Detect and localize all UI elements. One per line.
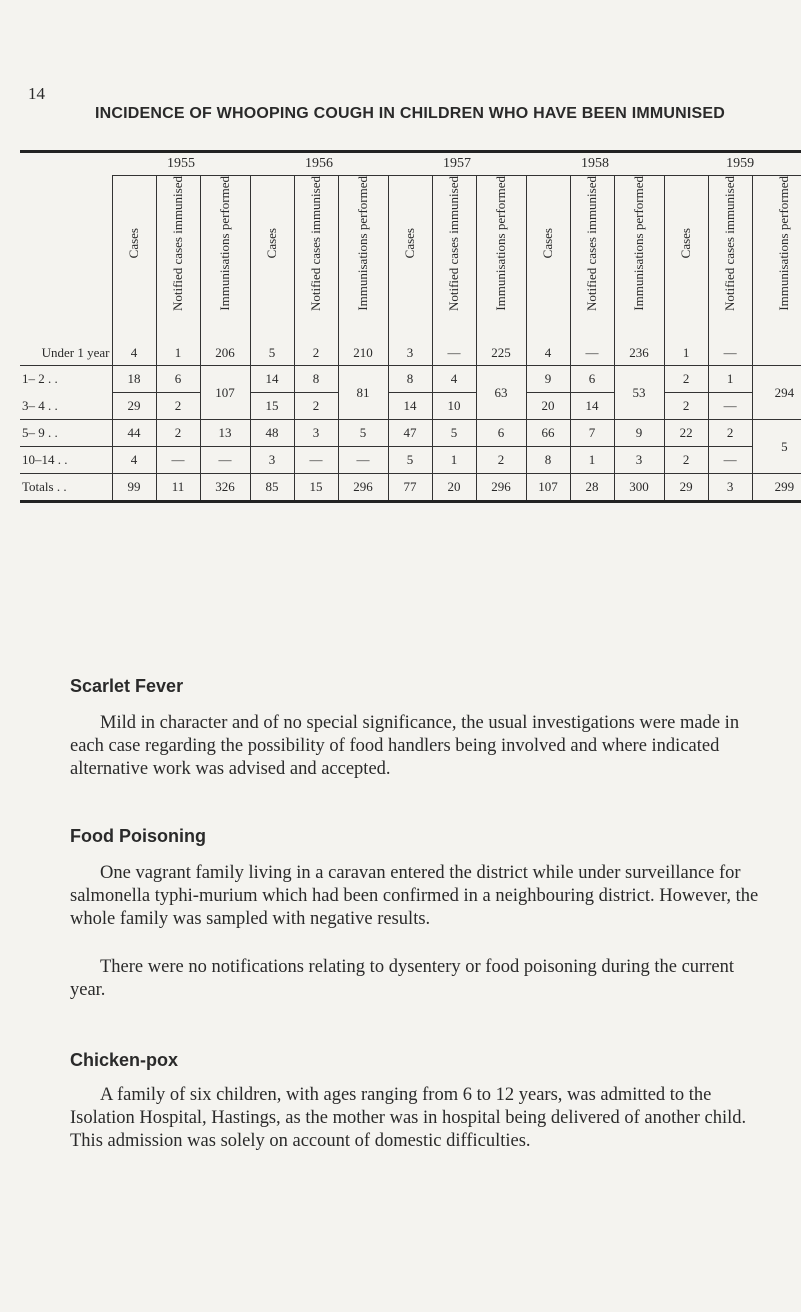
- table-row: [20, 366, 801, 393]
- table-cell: 66: [526, 420, 570, 447]
- table-cell: —: [708, 315, 752, 366]
- table-cell: —: [570, 315, 614, 366]
- table-cell: 3: [250, 447, 294, 474]
- table-cell: —: [708, 447, 752, 474]
- table-cell: 20: [432, 474, 476, 502]
- paragraph-chicken-pox: A family of six children, with ages ranging from 6 to 12 years, was admitted to the Isolation Hospital, Hastings, as the mother was in hospital being delivered of another child. This admission was solely on account of domestic difficulties.: [70, 1085, 747, 1151]
- table-cell: 107: [526, 474, 570, 502]
- table-cell: 8: [294, 366, 338, 393]
- table-cell: 1: [432, 447, 476, 474]
- column-header: Notified cases immunised: [722, 176, 738, 312]
- column-header: Immunisations performed: [493, 176, 509, 311]
- table-cell: 8: [388, 366, 432, 393]
- row-label: 5– 9 . .: [20, 420, 112, 447]
- year-header: 1956: [305, 156, 334, 171]
- merged-cell: 53: [614, 366, 664, 420]
- table-cell: 1: [708, 366, 752, 393]
- table-cell: 11: [156, 474, 200, 502]
- table-cell: 210: [338, 315, 388, 366]
- table-cell: 225: [476, 315, 526, 366]
- column-header: Cases: [402, 228, 418, 259]
- table-cell: 28: [570, 474, 614, 502]
- merged-cell: 81: [338, 366, 388, 420]
- table-cell: 99: [112, 474, 156, 502]
- page-number: 14: [28, 84, 45, 103]
- table-cell: [752, 315, 801, 366]
- table-cell: 296: [476, 474, 526, 502]
- table-cell: 2: [476, 447, 526, 474]
- column-header: Cases: [540, 228, 556, 259]
- table-cell: 3: [614, 447, 664, 474]
- merged-cell: 5: [752, 420, 801, 474]
- table-cell: 296: [338, 474, 388, 502]
- merged-cell: 63: [476, 366, 526, 420]
- table-cell: 2: [156, 393, 200, 420]
- table-row: [20, 420, 801, 447]
- table-cell: 4: [112, 315, 156, 366]
- column-header: Cases: [126, 228, 141, 259]
- column-header: Cases: [264, 228, 280, 259]
- table-cell: 13: [200, 420, 250, 447]
- paragraph-food-poisoning-1: One vagrant family living in a caravan entered the district while under surveillance for salmonella typhi-murium which had been confirmed in a neighbouring district. However, the whole family was sampled with negative results.: [70, 863, 759, 929]
- row-label: Totals . .: [20, 474, 112, 502]
- table-cell: 2: [294, 393, 338, 420]
- table-cell: 6: [570, 366, 614, 393]
- table-row: [20, 393, 801, 420]
- table-cell: 9: [526, 366, 570, 393]
- table-cell: 2: [664, 447, 708, 474]
- table-corner: [20, 152, 112, 176]
- table-cell: 8: [526, 447, 570, 474]
- section-heading-food-poisoning: Food Poisoning: [70, 826, 206, 846]
- row-label: Under 1 year: [41, 345, 110, 361]
- table-cell: 14: [570, 393, 614, 420]
- table-cell: 48: [250, 420, 294, 447]
- table-cell: 3: [388, 315, 432, 366]
- table-cell: 2: [664, 393, 708, 420]
- table-cell: 4: [432, 366, 476, 393]
- table-cell: —: [294, 447, 338, 474]
- table-title: INCIDENCE OF WHOOPING COUGH IN CHILDREN WHO HAVE BEEN IMMUNISED: [94, 105, 726, 122]
- column-header: Notified cases immunised: [308, 176, 324, 312]
- table-cell: 6: [476, 420, 526, 447]
- column-header: Notified cases immunised: [170, 176, 185, 312]
- table-cell: 3: [708, 474, 752, 502]
- table-cell: 3: [294, 420, 338, 447]
- paragraph-scarlet-fever: Mild in character and of no special significance, the usual investigations were made in each case regarding the possibility of food handlers being involved and where indicated alternative work was advised and accepted.: [70, 713, 740, 779]
- table-cell: 2: [664, 366, 708, 393]
- table-cell: 10: [432, 393, 476, 420]
- table-cell: 7: [570, 420, 614, 447]
- table-cell: 326: [200, 474, 250, 502]
- table-cell: 2: [708, 420, 752, 447]
- table-cell: 20: [526, 393, 570, 420]
- table-cell: 47: [388, 420, 432, 447]
- row-label: 10–14 . .: [20, 447, 112, 474]
- section-heading-scarlet-fever: Scarlet Fever: [70, 676, 184, 696]
- merged-cell: 294: [752, 366, 801, 420]
- table-cell: 29: [112, 393, 156, 420]
- year-header: 1958: [581, 156, 610, 171]
- year-header: 1957: [443, 156, 472, 171]
- table-cell: 4: [526, 315, 570, 366]
- table-cell: 6: [156, 366, 200, 393]
- table-cell: 18: [112, 366, 156, 393]
- table-cell: 77: [388, 474, 432, 502]
- table-cell: —: [200, 447, 250, 474]
- year-header: 1959: [726, 156, 755, 171]
- table-cell: 1: [664, 315, 708, 366]
- table-cell: 85: [250, 474, 294, 502]
- table-cell: —: [708, 393, 752, 420]
- table-row: [20, 315, 801, 366]
- column-header: Notified cases immunised: [584, 176, 600, 312]
- table-cell: 14: [388, 393, 432, 420]
- table-cell: 2: [294, 315, 338, 366]
- table-cell: 4: [112, 447, 156, 474]
- row-label: 3– 4 . .: [22, 397, 58, 413]
- table-cell: 5: [432, 420, 476, 447]
- table-cell: —: [432, 315, 476, 366]
- table-row: [20, 447, 801, 474]
- merged-cell: 107: [200, 366, 250, 420]
- table-cell: —: [156, 447, 200, 474]
- table-cell: 5: [338, 420, 388, 447]
- table-cell: 44: [112, 420, 156, 447]
- table-cell: 29: [664, 474, 708, 502]
- column-header: Immunisations performed: [217, 176, 232, 311]
- table-cell: 299: [752, 474, 801, 502]
- column-header: Immunisations performed: [776, 176, 792, 311]
- table-cell: 9: [614, 420, 664, 447]
- table-cell: 206: [200, 315, 250, 366]
- table-cell: 5: [250, 315, 294, 366]
- column-header: Immunisations performed: [355, 176, 371, 311]
- table-cell: 5: [388, 447, 432, 474]
- table-cell: 15: [294, 474, 338, 502]
- table-cell: 1: [570, 447, 614, 474]
- row-label: 1– 2 . .: [20, 366, 112, 393]
- table-cell: —: [338, 447, 388, 474]
- table-cell: 2: [156, 420, 200, 447]
- column-header: Immunisations performed: [631, 176, 647, 311]
- year-header: 1955: [167, 156, 195, 171]
- column-header: Notified cases immunised: [446, 176, 462, 312]
- totals-row: [20, 474, 801, 502]
- table-cell: 1: [156, 315, 200, 366]
- table-cell: 14: [250, 366, 294, 393]
- column-header: Cases: [678, 228, 694, 259]
- table-cell: 236: [614, 315, 664, 366]
- table-cell: 15: [250, 393, 294, 420]
- section-heading-chicken-pox: Chicken-pox: [70, 1050, 179, 1070]
- whooping-cough-table: [20, 150, 795, 503]
- table-cell: 300: [614, 474, 664, 502]
- table-cell: 22: [664, 420, 708, 447]
- paragraph-food-poisoning-2: There were no notifications relating to dysentery or food poisoning during the current year.: [70, 957, 734, 1000]
